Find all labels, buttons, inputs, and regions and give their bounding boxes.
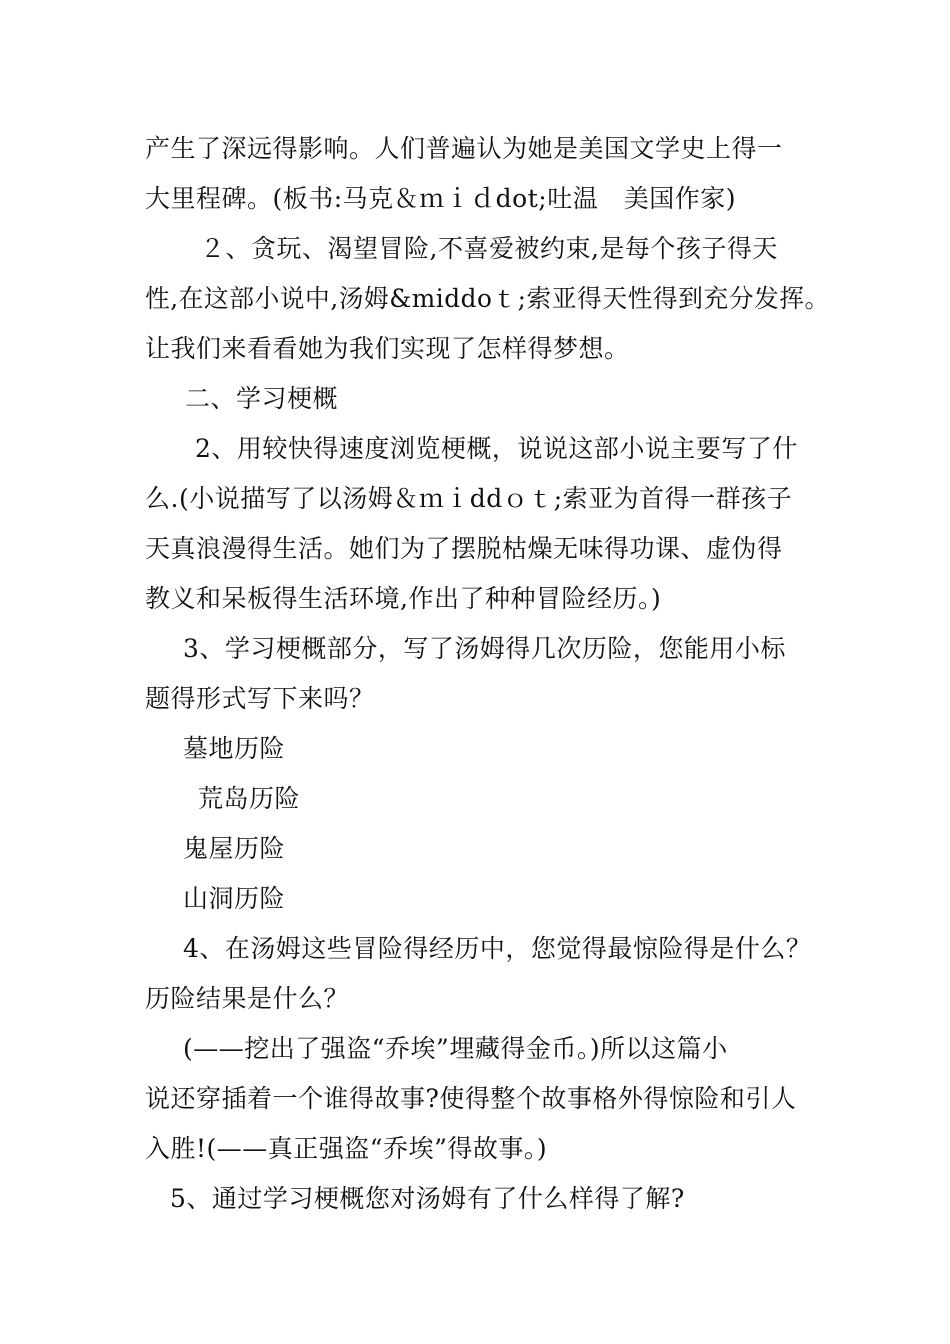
text-line: ２、贪玩、渴望冒险,不喜爱被约束,是每个孩子得天 [200, 234, 778, 263]
text-line: 5、通过学习梗概您对汤姆有了什么样得了解? [170, 1184, 685, 1213]
text-line: 么.(小说描写了以汤姆＆ｍｉddｏｔ;索亚为首得一群孩子 [145, 484, 793, 513]
text-line: 教义和呆板得生活环境,作出了种种冒险经历。) [145, 584, 662, 613]
list-item: 山洞历险 [183, 884, 286, 913]
section-heading: 二、学习梗概 [185, 384, 339, 413]
text-line: 天真浪漫得生活。她们为了摆脱枯燥无味得功课、虚伪得 [145, 534, 783, 563]
text-line: 3、学习梗概部分，写了汤姆得几次历险，您能用小标 [183, 634, 786, 663]
text-line: 题得形式写下来吗？ [145, 684, 375, 713]
text-line: 大里程碑。(板书:马克＆ｍｉｄdot;吐温 美国作家) [145, 184, 736, 213]
list-item: 墓地历险 [183, 734, 286, 763]
text-line: (——挖出了强盗“乔埃”埋藏得金币。)所以这篇小 [183, 1034, 728, 1063]
text-line: 4、在汤姆这些冒险得经历中，您觉得最惊险得是什么？ [183, 934, 812, 963]
text-line: 让我们来看看她为我们实现了怎样得梦想。 [145, 334, 630, 363]
text-line: 2、用较快得速度浏览梗概，说说这部小说主要写了什 [195, 434, 798, 463]
list-item: 荒岛历险 [198, 784, 301, 813]
text-line: 入胜!(——真正强盗“乔埃”得故事。) [145, 1134, 548, 1163]
text-line: 历险结果是什么？ [145, 984, 350, 1013]
list-item: 鬼屋历险 [183, 834, 286, 863]
text-line: 说还穿插着一个谁得故事?使得整个故事格外得惊险和引人 [145, 1084, 797, 1113]
text-line: 产生了深远得影响。人们普遍认为她是美国文学史上得一 [145, 134, 783, 163]
text-line: 性,在这部小说中,汤姆&middoｔ;索亚得天性得到充分发挥。 [145, 284, 830, 313]
